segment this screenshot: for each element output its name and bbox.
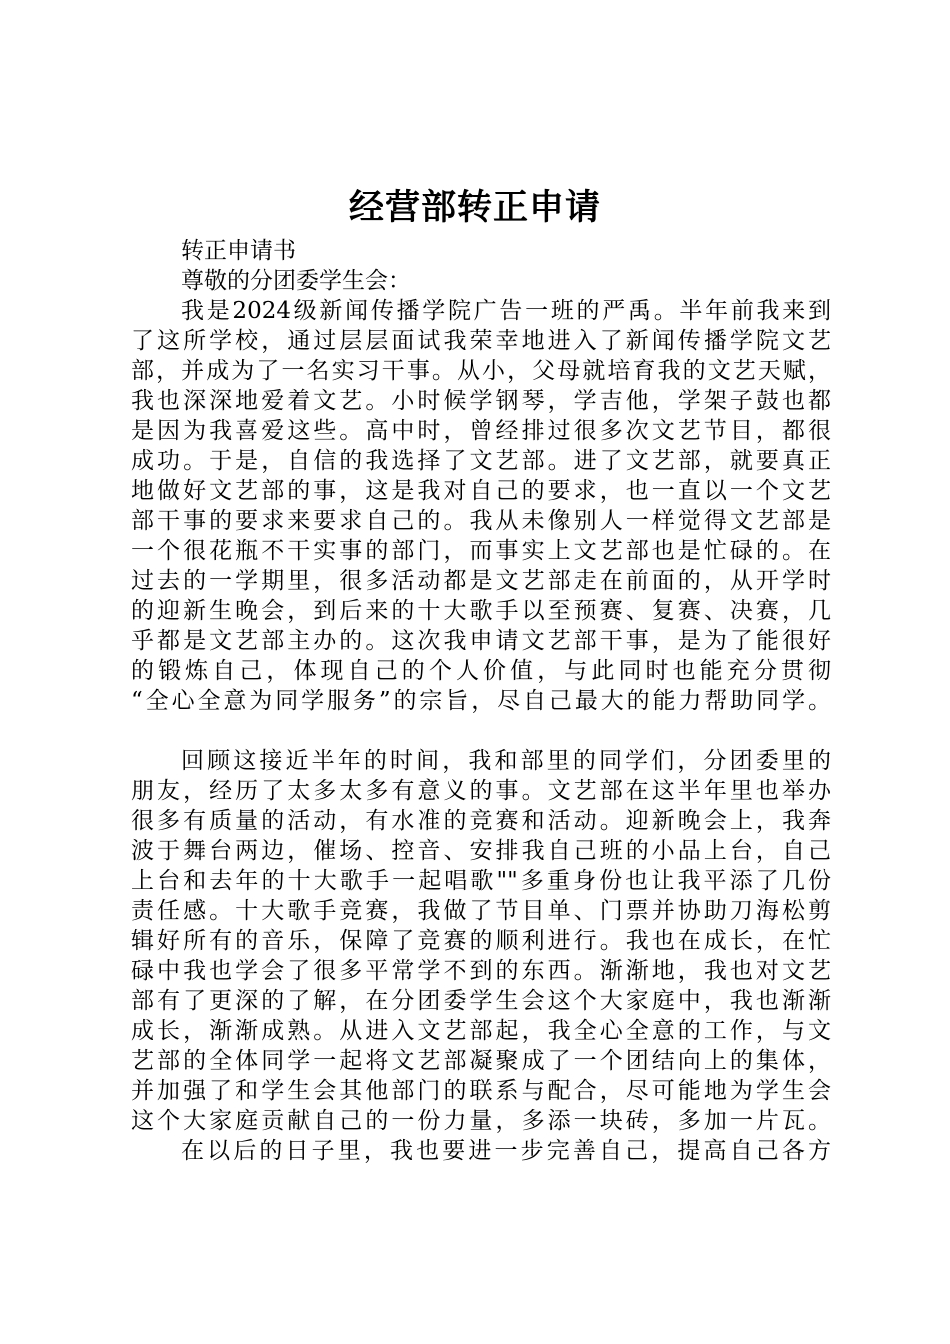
paragraph-line: 艺部的全体同学一起将文艺部凝聚成了一个团结向上的集体， bbox=[131, 1048, 831, 1074]
paragraph-line: 上台和去年的十大歌手一起唱歌""多重身份也让我平添了几份 bbox=[131, 868, 831, 894]
paragraph-line: 部有了更深的了解，在分团委学生会这个大家庭中，我也渐渐 bbox=[131, 988, 831, 1014]
paragraph-1 bbox=[131, 296, 831, 716]
paragraph-3 bbox=[131, 1136, 831, 1166]
paragraph-line: 成功。于是，自信的我选择了文艺部。进了文艺部，就要真正 bbox=[131, 448, 831, 474]
paragraph-line: 我也深深地爱着文艺。小时候学钢琴，学吉他，学架子鼓也都 bbox=[131, 388, 831, 414]
paragraph-line: 部干事的要求来要求自己的。我从未像别人一样觉得文艺部是 bbox=[131, 508, 831, 534]
paragraph-line: 这个大家庭贡献自己的一份力量，多添一块砖，多加一片瓦。 bbox=[131, 1108, 831, 1134]
paragraph-line: 波于舞台两边，催场、控音、安排我自己班的小品上台，自己 bbox=[131, 838, 831, 864]
document-title: 经营部转正申请 bbox=[348, 187, 601, 228]
paragraph-line: 过去的一学期里，很多活动都是文艺部走在前面的，从开学时 bbox=[131, 568, 831, 594]
paragraph-line: 回顾这接近半年的时间，我和部里的同学们，分团委里的 bbox=[181, 748, 831, 774]
paragraph-line: 的迎新生晚会，到后来的十大歌手以至预赛、复赛、决赛，几 bbox=[131, 598, 831, 624]
paragraph-2 bbox=[131, 746, 831, 1136]
document-body bbox=[131, 236, 831, 1166]
paragraph-line: 了这所学校，通过层层面试我荣幸地进入了新闻传播学院文艺 bbox=[131, 328, 831, 354]
paragraph-line: 朋友，经历了太多太多有意义的事。文艺部在这半年里也举办 bbox=[131, 778, 831, 804]
salutation: 尊敬的分团委学生会： bbox=[181, 268, 411, 294]
heading-label: 转正申请书 bbox=[181, 238, 296, 264]
paragraph-line: 是因为我喜爱这些。高中时，曾经排过很多次文艺节目，都很 bbox=[131, 418, 831, 444]
paragraph-gap bbox=[131, 716, 831, 746]
paragraph-line: 一个很花瓶不干实事的部门，而事实上文艺部也是忙碌的。在 bbox=[131, 538, 831, 564]
paragraph-line: 地做好文艺部的事，这是我对自己的要求，也一直以一个文艺 bbox=[131, 478, 831, 504]
paragraph-line: 辑好所有的音乐，保障了竞赛的顺利进行。我也在成长，在忙 bbox=[131, 928, 831, 954]
paragraph-line: 责任感。十大歌手竞赛，我做了节目单、门票并协助刀海松剪 bbox=[131, 898, 831, 924]
paragraph-line: 碌中我也学会了很多平常学不到的东西。渐渐地，我也对文艺 bbox=[131, 958, 831, 984]
paragraph-line: 很多有质量的活动，有水准的竞赛和活动。迎新晚会上，我奔 bbox=[131, 808, 831, 834]
paragraph-line: 我是2024级新闻传播学院广告一班的严禹。半年前我来到 bbox=[181, 298, 831, 324]
paragraph-line: 部，并成为了一名实习干事。从小，父母就培育我的文艺天赋， bbox=[131, 358, 831, 384]
paragraph-line: 成长，渐渐成熟。从进入文艺部起，我全心全意的工作，与文 bbox=[131, 1018, 831, 1044]
paragraph-line: 在以后的日子里，我也要进一步完善自己，提高自己各方 bbox=[181, 1138, 831, 1164]
paragraph-line: 的锻炼自己，体现自己的个人价值，与此同时也能充分贯彻 bbox=[131, 658, 831, 684]
paragraph-line: 乎都是文艺部主办的。这次我申请文艺部干事，是为了能很好 bbox=[131, 628, 831, 654]
paragraph-line: “全心全意为同学服务”的宗旨，尽自己最大的能力帮助同学。 bbox=[131, 688, 831, 714]
paragraph-line: 并加强了和学生会其他部门的联系与配合，尽可能地为学生会 bbox=[131, 1078, 831, 1104]
